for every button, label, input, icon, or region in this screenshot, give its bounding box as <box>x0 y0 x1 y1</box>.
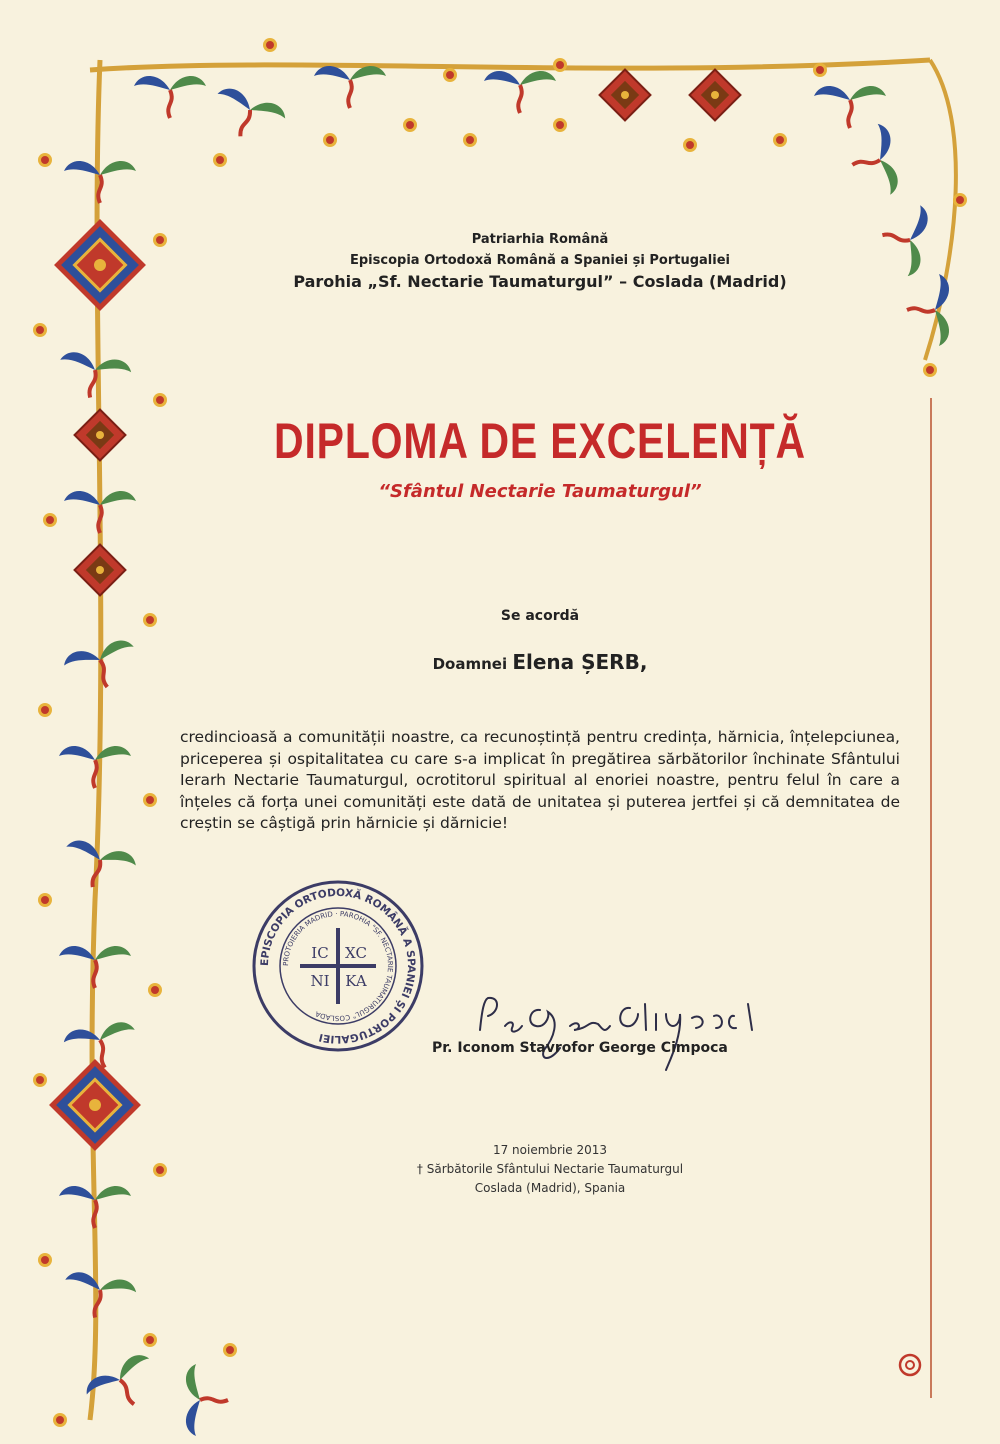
signatory-name: Pr. Iconom Stavrofor George Cimpoca <box>432 1040 728 1056</box>
citation-text: credincioasă a comunității noastre, ca recunoștință pentru credința, hărnicia, înțelepciunea, priceperea și ospitalitatea cu care s-a implicat în pregătirea sărbătorilor închinate Sfântului Ierarh Nectarie Taumaturgul, ocrotitorul spiritual al enoriei noastre, pentru felul în care a înțeles că forța unei comunități este dată de unitatea și puterea jertfei și că demnitatea de creștin se câștigă prin hărnicie și dărnicie! <box>180 728 900 832</box>
header-diocese: Episcopia Ortodoxă Română a Spaniei și Portugaliei <box>350 253 730 268</box>
seal-inner-text: PROTOIERIA MADRID · PAROHIA "SF. NECTARIE TAUMATURGUL" COSLADA <box>281 909 395 1023</box>
seal-xc: XC <box>345 944 367 962</box>
border-right-rule <box>930 398 932 1398</box>
header-parish: Parohia „Sf. Nectarie Taumaturgul” – Coslada (Madrid) <box>293 272 787 291</box>
recipient-name: Elena ȘERB, <box>512 650 648 674</box>
seal-ka: KA <box>345 972 367 990</box>
parish-seal <box>250 878 426 1054</box>
header-patriarchy: Patriarhia Română <box>471 232 609 247</box>
seal-outer-text: EPISCOPIA ORTODOXĂ ROMÂNĂ A SPANIEI ȘI PORTUGALIEI <box>258 886 418 1046</box>
handwritten-signature <box>470 990 770 1080</box>
recipient-line <box>180 650 900 674</box>
diploma-title: DIPLOMA DE EXCELENȚĂ <box>274 413 806 469</box>
grant-text: Se acordă <box>500 608 580 624</box>
seal-ni: NI <box>310 972 330 990</box>
footer-event: † Sărbătorile Sfântului Nectarie Taumaturgul <box>416 1162 684 1176</box>
recipient-prefix: Doamnei <box>432 655 508 673</box>
footer-date: 17 noiembrie 2013 <box>492 1143 608 1157</box>
diploma-subtitle: “Sfântul Nectarie Taumaturgul” <box>378 481 702 502</box>
seal-ic: IC <box>311 944 329 962</box>
footer-place: Coslada (Madrid), Spania <box>474 1181 626 1195</box>
